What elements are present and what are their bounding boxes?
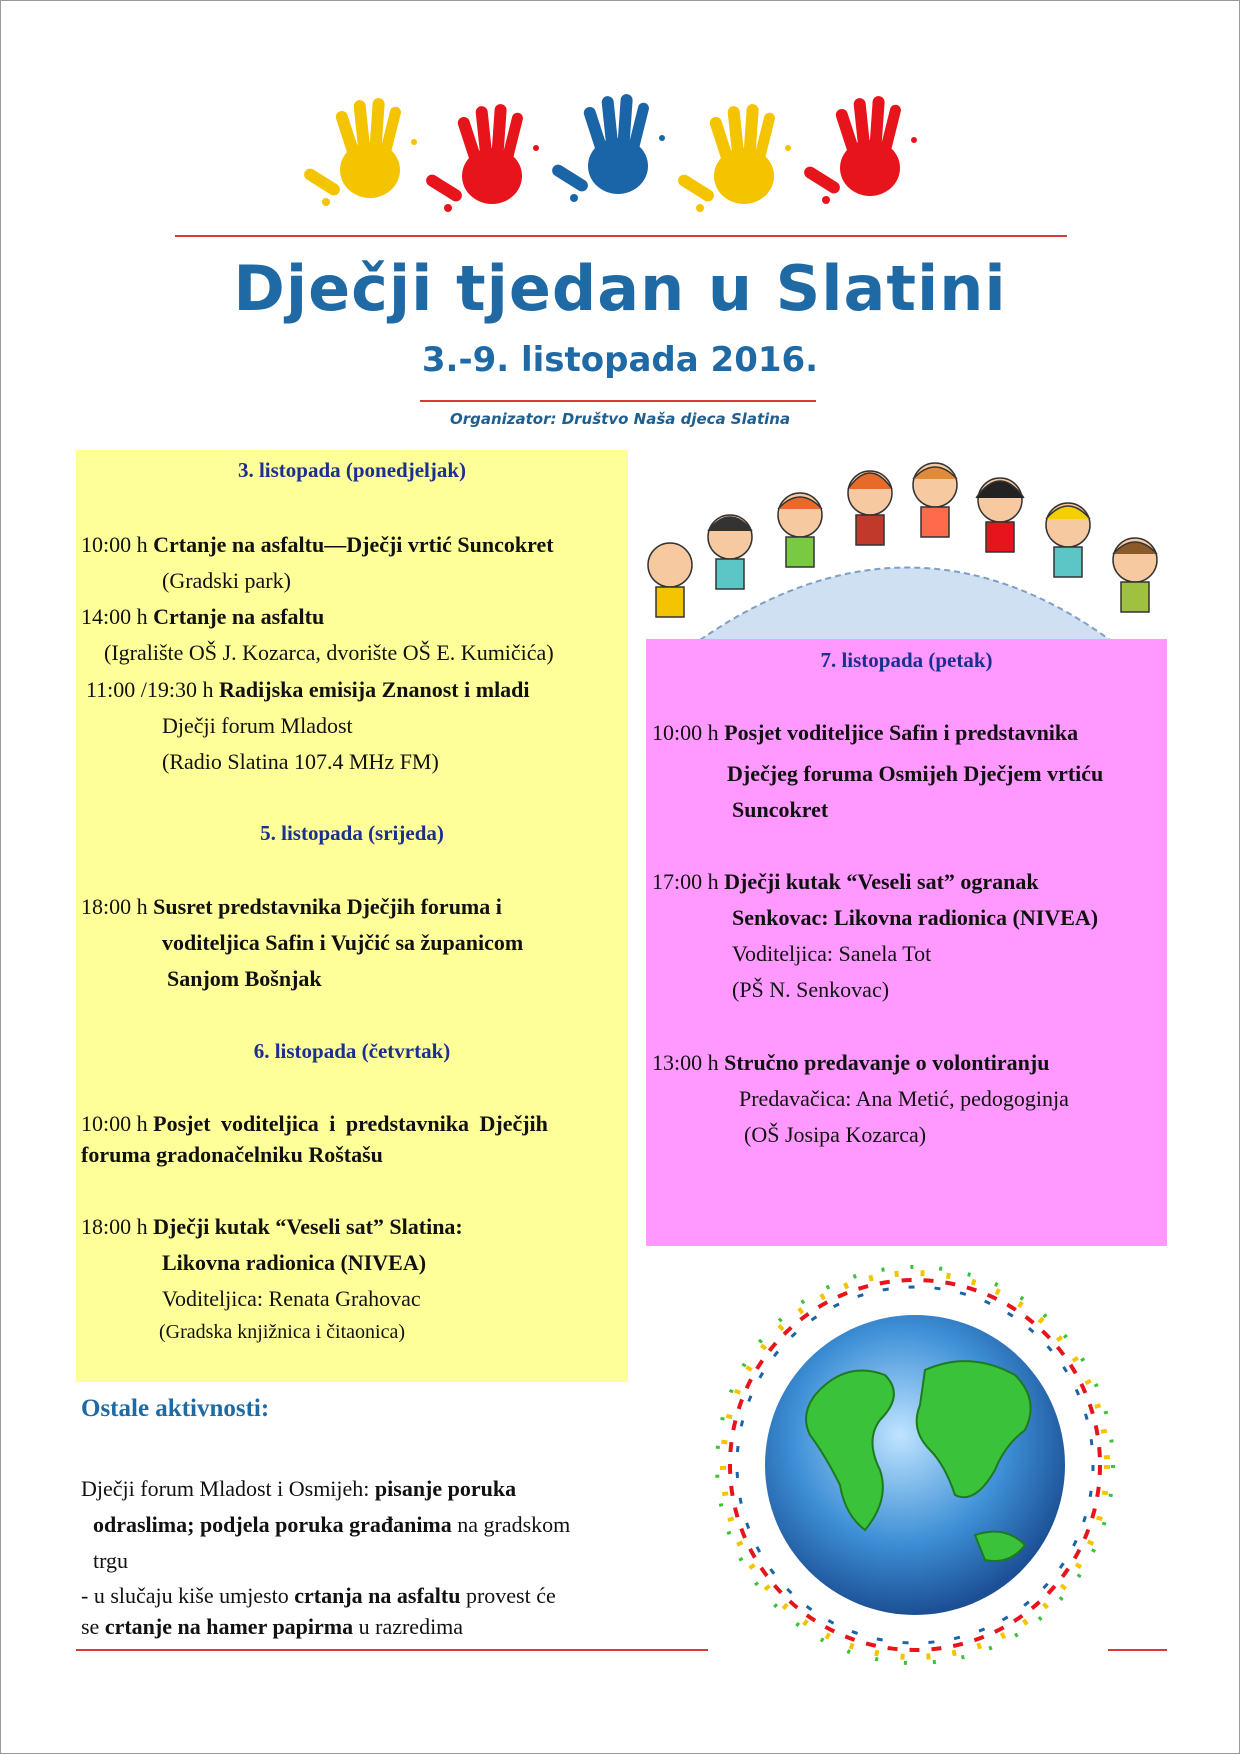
- event-line: 18:00 h Susret predstavnika Dječjih foruma i: [81, 894, 502, 919]
- event-leader: Voditeljica: Renata Grahovac: [162, 1286, 421, 1311]
- bottom-rule-left: [76, 1649, 708, 1651]
- event-line: 10:00 h Crtanje na asfaltu—Dječji vrtić Suncokret: [81, 532, 554, 557]
- other-activities-heading: Ostale aktivnosti:: [81, 1395, 270, 1422]
- page-subtitle: 3.-9. listopada 2016.: [421, 340, 819, 380]
- kids-on-globe-illustration: [640, 445, 1180, 640]
- event-line: Likovna radionica (NIVEA): [162, 1250, 427, 1275]
- event-leader: Predavačica: Ana Metić, pedogoginja: [739, 1086, 1069, 1111]
- event-place: (Gradska knjižnica i čitaonica): [159, 1321, 405, 1343]
- day-heading-friday: 7. listopada (petak): [820, 648, 993, 672]
- event-leader: Voditeljica: Sanela Tot: [732, 941, 932, 966]
- other-activities-text: odraslima; podjela poruka građanima na gradskom: [93, 1512, 571, 1537]
- day-heading-wednesday: 5. listopada (srijeda): [260, 821, 444, 845]
- top-rule: [175, 235, 1067, 237]
- event-place: (PŠ N. Senkovac): [732, 977, 890, 1002]
- hand-yellow-icon: [302, 98, 417, 206]
- hand-red-icon: [424, 104, 539, 212]
- bottom-rule-right: [1108, 1649, 1167, 1651]
- event-line: voditeljica Safin i Vujčić sa županicom: [162, 930, 524, 955]
- event-line: Suncokret: [732, 797, 829, 822]
- event-organizer: Dječji forum Mladost: [162, 713, 353, 738]
- hand-red-icon: [802, 96, 917, 204]
- event-line: 10:00 h Posjet voditeljica i predstavnika Dječjih: [81, 1111, 548, 1136]
- subtitle-rule: [420, 400, 816, 402]
- event-place: (Gradski park): [162, 568, 291, 593]
- event-line: Sanjom Bošnjak: [167, 966, 322, 991]
- handprints-banner: [300, 88, 940, 218]
- other-activities-text: - u slučaju kiše umjesto crtanja na asfaltu provest će: [81, 1583, 556, 1608]
- event-place: (Radio Slatina 107.4 MHz FM): [162, 749, 439, 774]
- page-title: Dječji tjedan u Slatini: [233, 252, 1007, 325]
- event-line: 10:00 h Posjet voditeljice Safin i predstavnika: [652, 720, 1079, 745]
- event-place: (Igralište OŠ J. Kozarca, dvorište OŠ E. Kumičića): [104, 640, 554, 665]
- globe-children-illustration: [705, 1255, 1125, 1675]
- day-heading-monday: 3. listopada (ponedjeljak): [237, 458, 467, 482]
- other-activities-text: trgu: [93, 1548, 129, 1573]
- event-line: foruma gradonačelniku Roštašu: [81, 1142, 383, 1167]
- event-line: 17:00 h Dječji kutak “Veseli sat” ogranak: [652, 869, 1039, 894]
- hand-blue-icon: [550, 94, 665, 202]
- other-activities-text: se crtanje na hamer papirma u razredima: [81, 1614, 464, 1639]
- day-heading-thursday: 6. listopada (četvrtak): [253, 1039, 451, 1063]
- hand-yellow-icon: [676, 104, 791, 212]
- event-line: Dječjeg foruma Osmijeh Dječjem vrtiću: [727, 761, 1104, 786]
- event-place: (OŠ Josipa Kozarca): [744, 1122, 927, 1147]
- event-line: 14:00 h Crtanje na asfaltu: [81, 604, 325, 629]
- organizer-line: Organizator: Društvo Naša djeca Slatina: [449, 410, 791, 428]
- event-line: 18:00 h Dječji kutak “Veseli sat” Slatina:: [81, 1214, 463, 1239]
- event-line: Senkovac: Likovna radionica (NIVEA): [732, 905, 1099, 930]
- other-activities-text: Dječji forum Mladost i Osmijeh: pisanje poruka: [81, 1476, 517, 1501]
- event-line: 13:00 h Stručno predavanje o volontiranju: [652, 1050, 1050, 1075]
- event-line: 11:00 /19:30 h Radijska emisija Znanost i mladi: [86, 677, 530, 702]
